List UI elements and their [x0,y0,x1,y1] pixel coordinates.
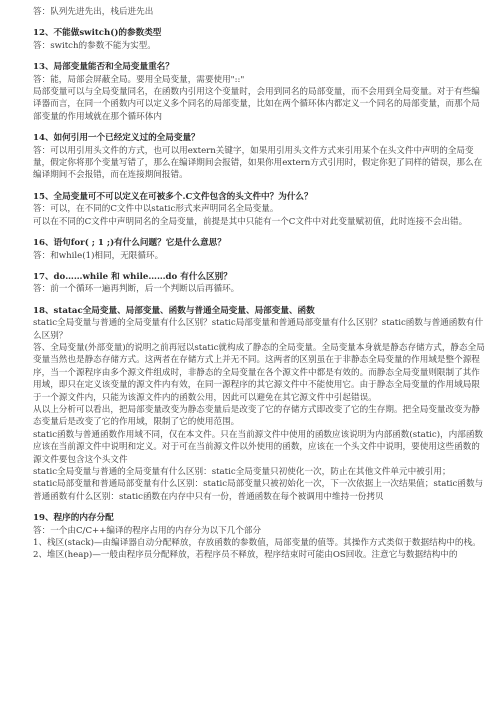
answer-line: static函数与普通函数作用域不同，仅在本文件。只在当前源文件中使用的函数应该说明为内部函数(static)，内部函数应该在当前源文件中说明和定义。对于可在当前源文件以外使用的函数，应该在一个头文件中说明，要使用这些函数的源文件要包含这个头文件 [33,429,484,465]
question-title: 17、do……while 和 while……do 有什么区别？ [33,271,232,282]
answer-line: 答：一个由C/C++编译的程序占用的内存分为以下几个部分 [33,525,262,536]
answer-line: 答、全局变量(外部变量)的说明之前再冠以static就构成了静态的全局变量。全局变量本身就是静态存储方式，静态全局变量当然也是静态存储方式。这两者在存储方式上并无不同。这两者的区别虽在于非静态全局变量的作用域是整个源程序，当一个源程序由多个源文件组成时，非静态的全局变量在各个源文件中都是有效的。而静态全局变量则限制了其作用域，即只在定义该变量的源文件内有效，在同一源程序的其它源文件中不能使用它。由于静态全局变量的作用域局限于一个源文件内，只能为该源文件内的函数公用，因此可以避免在其它源文件中引起错误。 [33,342,485,403]
answer-line: 从以上分析可以看出，把局部变量改变为静态变量后是改变了它的存储方式即改变了它的生存期。把全局变量改变为静态变量后是改变了它的作用域，限制了它的使用范围。 [33,404,480,428]
question-title: 16、语句for( ; 1 ;)有什么问题？它是什么意思？ [33,238,226,249]
answer-line: 答：switch的参数不能为实型。 [33,40,156,51]
question-title: 15、全局变量可不可以定义在可被多个.C文件包含的头文件中？为什么？ [33,191,313,202]
answer-line: 答：前一个循环一遍再判断，后一个判断以后再循环。 [33,284,240,295]
section-16 [33,237,486,262]
answer-line: 答：能，局部会屏蔽全局。要用全局变量，需要使用"::" [33,74,245,85]
section-11-tail [33,6,486,18]
answer-line: 可以在不同的C文件中声明同名的全局变量，前提是其中只能有一个C文件中对此变量赋初值，此时连接不会出错。 [33,216,468,227]
answer-line: static全局变量与普通的全局变量有什么区别：static全局变量只初使化一次，防止在其他文件单元中被引用； [33,467,451,477]
section-18 [33,305,486,504]
section-14 [33,132,486,182]
section-15 [33,191,486,228]
answer-line: static局部变量和普通局部变量有什么区别：static局部变量只被初始化一次，下一次依据上一次结果值；static函数与普通函数有什么区别：static函数在内存中只有一份，普通函数在每个被调用中维持一份拷贝 [33,479,484,502]
question-title: 19、程序的内存分配 [33,513,114,524]
answer-line: static全局变量与普通的全局变量有什么区别？static局部变量和普通局部变量有什么区别？static函数与普通函数有什么区别？ [33,318,484,341]
answer-line: 答：可以用引用头文件的方式，也可以用extern关键字，如果用引用头文件方式来引用某个在头文件中声明的全局变量，假定你将那个变量写错了，那么在编译期间会报错，如果你用extern方式引用时，假定你犯了同样的错误，那么在编译期间不会报错，而在连接期间报错。 [33,145,483,181]
answer-line: 答：和while(1)相同，无限循环。 [33,250,164,261]
answer-line: 局部变量可以与全局变量同名，在函数内引用这个变量时，会用到同名的局部变量，而不会用到全局变量。对于有些编译器而言，在同一个函数内可以定义多个同名的局部变量，比如在两个循环体内都定义一个同名的局部变量，而那个局部变量的作用域就在那个循环体内 [33,87,480,122]
question-title: 12、不能做switch()的参数类型 [33,28,162,39]
answer-line: 2、堆区(heap)—一般由程序员分配释放，若程序员不释放，程序结束时可能由OS回收。注意它与数据结构中的 [33,550,458,561]
section-13 [33,61,486,123]
question-title: 14、如何引用一个已经定义过的全局变量？ [33,133,200,144]
section-19 [33,512,486,562]
answer-line: 答：可以，在不同的C文件中以static形式来声明同名全局变量。 [33,204,279,215]
answer-line: 答：队列先进先出，栈后进先出 [33,7,154,17]
question-title: 13、局部变量能否和全局变量重名？ [33,62,174,73]
section-12 [33,27,486,52]
question-title: 18、statac全局变量、局部变量、函数与普通全局变量、局部变量、函数 [33,305,315,316]
answer-line: 1、栈区(stack)—由编译器自动分配释放，存放函数的参数值，局部变量的值等。其操作方式类似于数据结构中的栈。 [33,538,481,549]
section-17 [33,271,486,296]
